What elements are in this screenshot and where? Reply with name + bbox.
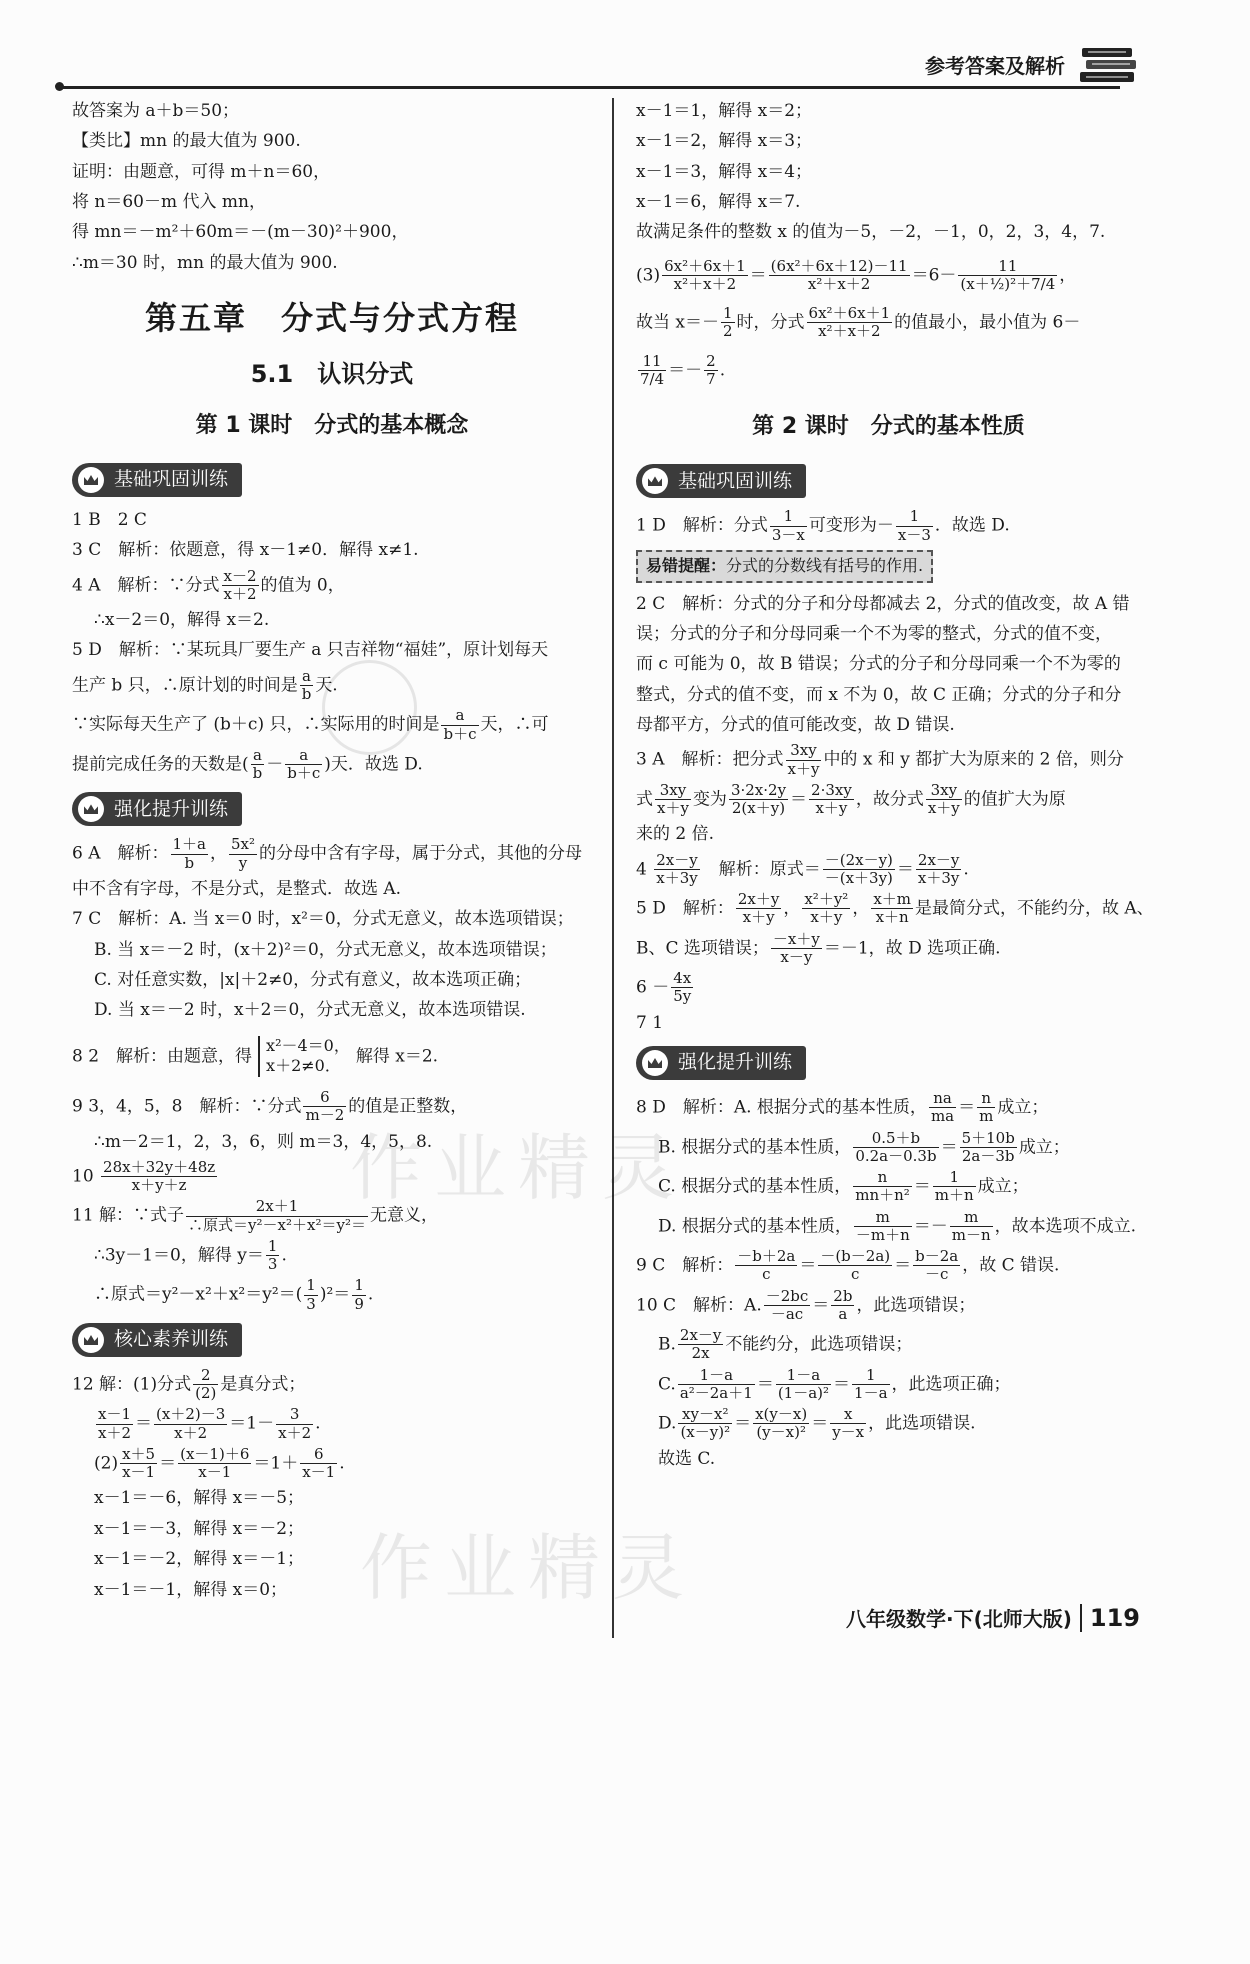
answer-line: ∵实际每天生产了 (b＋c) 只，∴实际用的时间是 $\frac{a}{b+c}$ 天，∴可 xyxy=(72,706,549,743)
watermark-text: 作业精灵 xyxy=(350,1126,687,1210)
answer-line: 10 C 解析：A. $\frac{-2bc}{-ac}$ ＝ $\frac{2b}{a}$ ，此选项错误； xyxy=(636,1286,976,1323)
error-tip-box: 易错提醒：分式的分数线有括号的作用. xyxy=(636,550,933,583)
answer-line: D. 当 x＝－2 时，x＋2＝0，分式无意义，故本选项错误. xyxy=(94,1000,526,1021)
answer-line: (2) $\frac{x+5}{x-1}$ ＝ $\frac{(x-1)+6}{x-1}$ ＝1＋ $\frac{6}{x-1}$ . xyxy=(94,1444,345,1482)
answer-line: 误；分式的分子和分母同乘一个不为零的整式，分式的值不变， xyxy=(636,623,1112,644)
stamp-mark xyxy=(322,660,417,755)
answer-line: 式 $\frac{3xy}{x+y}$ 变为 $\frac{3\cdot 2x\cdot 2y}{2(x+y)}$ ＝ $\frac{2\cdot 3xy}{x+y}$ ，故分式 $\frac{3xy}{x+y}$ 的值扩大为原 xyxy=(636,780,1066,818)
fraction: $\frac{-(2x-y)}{-(x+3y)}$ xyxy=(824,850,893,887)
section-badge-basic: 基础巩固训练 xyxy=(72,463,242,497)
answer-line: x－1＝6，解得 x＝7. xyxy=(636,192,801,213)
fraction: $\frac{a}{b+c}$ xyxy=(287,745,321,783)
fraction: $\frac{x}{y-x}$ xyxy=(832,1405,865,1442)
fraction: $\frac{0.5+b}{0.2a-0.3b}$ xyxy=(855,1128,937,1165)
crown-icon xyxy=(78,796,104,822)
answer-line: 2 C 解析：分式的分子和分母都减去 2，分式的值改变，故 A 错 xyxy=(636,593,1130,614)
answer-line: 而 c 可能为 0，故 B 错误；分式的分子和分母同乘一个不为零的 xyxy=(636,654,1121,675)
fraction: $\frac{\text{xy－x²}}{\text{(x－y)²}}$ xyxy=(680,1405,731,1442)
text-line: 故答案为 a＋b＝50； xyxy=(72,101,240,121)
answer-line: $\frac{x-1}{x+2}$ ＝ $\frac{(x+2)-3}{x+2}$ ＝1－ $\frac{3}{x+2}$ . xyxy=(98,1405,321,1442)
fraction: $\frac{x+m}{x+n}$ xyxy=(873,890,911,927)
fraction: $\frac{b-2a}{-c}$ xyxy=(915,1247,959,1284)
answer-line: D. 根据分式的基本性质， $\frac{m}{-m+n}$ ＝－ $\frac{m}{m-n}$ ，故本选项不成立. xyxy=(658,1207,1137,1244)
fraction: $\frac{1}{1-a}$ xyxy=(854,1365,888,1402)
answer-line: 提前完成任务的天数是( $\frac{a}{b}$ － $\frac{a}{b+c}$ )天．故选 D. xyxy=(72,745,423,783)
answer-line: 3 A 解析：把分式 $\frac{3xy}{x+y}$ 中的 x 和 y 都扩大为原来的 2 倍，则分 xyxy=(636,741,1124,778)
crown-icon xyxy=(642,468,668,494)
answer-line: 8 2 解析：由题意，得 x²－4＝0， x＋2≠0． 解得 x＝2. xyxy=(72,1035,439,1076)
answer-line: D. $\frac{\text{xy－x²}}{\text{(x－y)²}}$ ＝ $\frac{x(y-x)}{\text{(y－x)²}}$ ＝ $\frac{x}{y-x}$ ，此选项错误. xyxy=(658,1405,976,1442)
answer-line: x－1＝2，解得 x＝3； xyxy=(636,131,813,152)
fraction: $\frac{a}{b}$ xyxy=(301,666,312,704)
answer-line: x－1＝－3，解得 x＝－2； xyxy=(94,1518,305,1539)
answer-line: B. $\frac{2x-y}{2x}$ 不能约分，此选项错误； xyxy=(658,1326,913,1363)
right-column xyxy=(636,98,1154,1476)
fraction: $\frac{5+10b}{2a-3b}$ xyxy=(961,1128,1015,1165)
fraction: $\frac{2x-y}{x+3y}$ xyxy=(917,850,960,887)
answer-line: (3) $\frac{\text{6x²＋6x＋1}}{\text{x²＋x＋2}}$ ＝ $\frac{\text{(6x²＋6x＋12)－11}}{\text{x²＋x＋2}}$ ＝6－ $\frac{11}{\text{(x＋½)²＋7/4}}$ ， xyxy=(636,256,1077,293)
answer-line: 4 A 解析：∵分式 $\frac{x-2}{x+2}$ 的值为 0， xyxy=(72,566,345,603)
answer-line: ∴m－2＝1，2，3，6，则 m＝3，4，5，8. xyxy=(94,1131,433,1152)
fraction: $\frac{3\cdot 2x\cdot 2y}{2(x+y)}$ xyxy=(730,780,787,818)
section-badge-core: 核心素养训练 xyxy=(72,1323,242,1357)
answer-line: 5 D 解析：∵某玩具厂要生产 a 只吉祥物“福娃”，原计划每天 xyxy=(72,640,549,661)
answer-line: 故当 x＝－ $\frac{1}{2}$ 时，分式 $\frac{\text{6x²＋6x＋1}}{\text{x²＋x＋2}}$ 的值最小，最小值为 6－ xyxy=(636,304,1081,341)
answer-line: 11 解：∵式子 $\frac{2x+1}{\text{∴原式＝y²－x²＋x²＝y²＝}}$ 无意义， xyxy=(72,1197,438,1234)
answer-line: 9 3，4，5，8 解析：∵分式 $\frac{6}{m-2}$ 的值是正整数， xyxy=(72,1088,468,1125)
fraction: $\frac{\text{6x²＋6x＋1}}{\text{x²＋x＋2}}$ xyxy=(664,256,746,293)
answer-line: 6 A 解析： $\frac{1+a}{b}$ ， $\frac{\text{5x²}}{y}$ 的分母中含有字母，属于分式，其他的分母 xyxy=(72,835,583,872)
section-title: 5.1 认识分式 xyxy=(250,359,414,388)
answer-line: B. 根据分式的基本性质， $\frac{0.5+b}{0.2a-0.3b}$ ＝ $\frac{5+10b}{2a-3b}$ 成立； xyxy=(658,1128,1070,1165)
answer-line: B. 当 x＝－2 时，(x＋2)²＝0，分式无意义，故本选项错误； xyxy=(94,939,557,960)
fraction: $\frac{2\cdot 3xy}{x+y}$ xyxy=(811,780,852,818)
fraction: $\frac{1}{9}$ xyxy=(354,1276,364,1313)
fraction: $\frac{-x+y}{x-y}$ xyxy=(772,929,820,966)
fraction: $\frac{6}{m-2}$ xyxy=(305,1088,345,1125)
fraction: $\frac{1-a}{\text{(1－a)²}}$ xyxy=(777,1365,830,1402)
text-line: 得 mn＝－m²＋60m＝－(m－30)²＋900， xyxy=(72,222,409,243)
answer-line: 10 $\frac{28x+32y+48z}{x+y+z}$ xyxy=(72,1157,216,1195)
answer-line: 4 $\frac{2x-y}{x+3y}$ 解析：原式＝ $\frac{-(2x-y)}{-(x+3y)}$ ＝ $\frac{2x-y}{x+3y}$ . xyxy=(636,850,969,887)
fraction: $\frac{2x+y}{x+y}$ xyxy=(737,890,780,927)
answer-line: 7 1 xyxy=(636,1012,664,1033)
fraction: $\frac{1}{2}$ xyxy=(723,304,733,341)
answer-line: ∴3y－1＝0，解得 y＝ $\frac{1}{3}$ . xyxy=(94,1236,287,1274)
fraction: $\frac{1}{m+n}$ xyxy=(934,1168,974,1205)
fraction: $\frac{1}{3}$ xyxy=(267,1236,278,1274)
fraction: $\frac{2b}{a}$ xyxy=(833,1286,853,1323)
answer-line: 整式，分式的值不变，而 x 不为 0，故 C 正确；分式的分子和分 xyxy=(636,684,1122,705)
fraction: $\frac{2x-y}{x+3y}$ xyxy=(656,850,698,887)
answer-line: 7 C 解析：A. 当 x＝0 时，x²＝0，分式无意义，故本选项错误； xyxy=(72,909,574,930)
page-header xyxy=(55,44,1140,94)
answer-line: 12 解：(1)分式 $\frac{2}{(2)}$ 是真分式； xyxy=(72,1365,306,1403)
fraction: $\frac{3xy}{x+y}$ xyxy=(787,741,820,778)
fraction: $\frac{x-2}{x+2}$ xyxy=(223,566,257,603)
answer-line: 母都平方，分式的值可能改变，故 D 错误. xyxy=(636,714,955,735)
answer-line: x－1＝－6，解得 x＝－5； xyxy=(94,1488,305,1509)
fraction: $\frac{11}{\text{(x＋½)²＋7/4}}$ xyxy=(960,256,1056,293)
answer-line: 故选 C. xyxy=(658,1448,716,1469)
page-number: 119 xyxy=(1080,1604,1140,1632)
section-badge-basic: 基础巩固训练 xyxy=(636,464,806,498)
answer-line: 故满足条件的整数 x 的值为－5，－2，－1，0，2，3，4，7. xyxy=(636,222,1106,243)
answer-line: B、C 选项错误； $\frac{-x+y}{x-y}$ ＝－1，故 D 选项正确. xyxy=(636,929,1001,966)
fraction: $\frac{2}{(2)}$ xyxy=(195,1365,217,1403)
fraction: $\frac{1}{3}$ xyxy=(306,1276,316,1313)
text-line: 证明：由题意，可得 m＋n＝60， xyxy=(72,161,331,182)
fraction: $\frac{x+5}{x-1}$ xyxy=(122,1444,156,1482)
answer-line: 5 D 解析： $\frac{2x+y}{x+y}$ ， $\frac{\text{x²＋y²}}{x+y}$ ， $\frac{x+m}{x+n}$ 是最简分式，不能约分，故 A、 xyxy=(636,890,1154,927)
header-title: 参考答案及解析 xyxy=(925,54,1065,78)
answer-line: 来的 2 倍. xyxy=(636,824,715,845)
answer-line: 8 D 解析：A. 根据分式的基本性质， $\frac{na}{ma}$ ＝ $\frac{n}{m}$ 成立； xyxy=(636,1089,1049,1126)
fraction: $\frac{11}{7/4}$ xyxy=(640,351,665,388)
answer-line: 1 B 2 C xyxy=(72,509,147,530)
answer-line: $\frac{11}{7/4}$ ＝－ $\frac{2}{7}$ . xyxy=(640,351,726,388)
answer-line: 生产 b 只，∴原计划的时间是 $\frac{a}{b}$ 天. xyxy=(72,666,338,704)
lesson-title: 第 1 课时 分式的基本概念 xyxy=(195,412,469,438)
left-column xyxy=(72,98,592,1607)
fraction: $\frac{1+a}{b}$ xyxy=(172,835,206,872)
fraction: $\frac{x-1}{x+2}$ xyxy=(98,1405,132,1442)
fraction: $\frac{-b+2a}{c}$ xyxy=(737,1247,796,1284)
header-rule xyxy=(59,86,1120,89)
fraction: $\frac{(x+2)-3}{x+2}$ xyxy=(156,1405,226,1442)
chapter-title: 第五章 分式与分式方程 xyxy=(144,299,519,338)
fraction: $\frac{1-a}{\text{a²－2a＋1}}$ xyxy=(679,1365,753,1402)
answer-line: 9 C 解析： $\frac{-b+2a}{c}$ ＝ $\frac{-(b-2a)}{c}$ ＝ $\frac{b-2a}{-c}$ ，故 C 错误. xyxy=(636,1247,1060,1284)
answer-line: ∴原式＝y²－x²＋x²＝y²＝( $\frac{1}{3}$ )²＝ $\frac{1}{9}$ . xyxy=(94,1276,374,1313)
fraction: $\frac{-2bc}{-ac}$ xyxy=(765,1286,809,1323)
fraction: $\frac{3xy}{x+y}$ xyxy=(927,780,960,818)
fraction: $\frac{a}{b}$ xyxy=(252,745,263,783)
fraction: $\frac{a}{b+c}$ xyxy=(443,706,477,743)
fraction: $\frac{x(y-x)}{\text{(y－x)²}}$ xyxy=(755,1405,808,1442)
answer-line: x－1＝－2，解得 x＝－1； xyxy=(94,1549,305,1570)
crown-icon xyxy=(78,467,104,493)
watermark-text: 作业精灵 xyxy=(360,1526,697,1610)
answer-line: 3 C 解析：依题意，得 x－1≠0．解得 x≠1. xyxy=(72,540,419,561)
fraction: $\frac{\text{(6x²＋6x＋12)－11}}{\text{x²＋x＋2}}$ xyxy=(770,256,908,293)
fraction: $\frac{2x+1}{\text{∴原式＝y²－x²＋x²＝y²＝}}$ xyxy=(188,1197,366,1234)
lesson-title: 第 2 课时 分式的基本性质 xyxy=(752,414,1025,440)
fraction: $\frac{3xy}{x+y}$ xyxy=(657,780,689,818)
answer-line: C. $\frac{1-a}{\text{a²－2a＋1}}$ ＝ $\frac{1-a}{\text{(1－a)²}}$ ＝ $\frac{1}{1-a}$ ，此选项正确； xyxy=(658,1365,1011,1402)
fraction: $\frac{-(b-2a)}{c}$ xyxy=(820,1247,891,1284)
footer-book-title: 八年级数学·下(北师大版) xyxy=(846,1607,1072,1631)
column-divider xyxy=(612,98,614,1638)
fraction: $\frac{1}{3-x}$ xyxy=(771,507,805,544)
crown-icon xyxy=(78,1327,104,1353)
answer-line: 6 － $\frac{4x}{5y}$ xyxy=(636,969,692,1006)
fraction: $\frac{6}{x-1}$ xyxy=(302,1444,336,1482)
page-footer xyxy=(846,1603,1140,1632)
text-line: 将 n＝60－m 代入 mn， xyxy=(72,192,266,213)
text-line: ∴m＝30 时，mn 的最大值为 900. xyxy=(72,252,338,273)
crown-icon xyxy=(642,1050,668,1076)
fraction: $\frac{(x-1)+6}{x-1}$ xyxy=(180,1444,250,1482)
answer-line: C. 根据分式的基本性质， $\frac{n}{\text{mn＋n²}}$ ＝ $\frac{1}{m+n}$ 成立； xyxy=(658,1168,1029,1205)
fraction: $\frac{28x+32y+48z}{x+y+z}$ xyxy=(103,1157,216,1195)
fraction: $\frac{1}{x-3}$ xyxy=(897,507,931,544)
fraction: $\frac{n}{\text{mn＋n²}}$ xyxy=(855,1168,910,1205)
text-line: 【类比】mn 的最大值为 900. xyxy=(72,131,301,152)
section-badge-strong: 强化提升训练 xyxy=(72,792,242,826)
book-stack-icon xyxy=(1078,44,1140,88)
fraction: $\frac{\text{6x²＋6x＋1}}{\text{x²＋x＋2}}$ xyxy=(808,304,891,341)
answer-line: x－1＝－1，解得 x＝0； xyxy=(94,1579,288,1600)
answer-line: x－1＝3，解得 x＝4； xyxy=(636,161,813,182)
fraction: $\frac{3}{x+2}$ xyxy=(278,1405,312,1442)
answer-line: 1 D 解析：分式 $\frac{1}{3-x}$ 可变形为－ $\frac{1}{x-3}$ ．故选 D. xyxy=(636,507,1010,544)
fraction: $\frac{na}{ma}$ xyxy=(930,1089,955,1126)
fraction: $\frac{m}{m-n}$ xyxy=(951,1207,991,1244)
fraction: $\frac{2x-y}{2x}$ xyxy=(679,1326,722,1363)
answer-line: x－1＝1，解得 x＝2； xyxy=(636,101,813,121)
answer-line: C. 对任意实数，|x|＋2≠0，分式有意义，故本选项正确； xyxy=(94,969,532,990)
fraction: $\frac{2}{7}$ xyxy=(706,351,716,388)
answer-line: 中不含有字母，不是分式，是整式．故选 A. xyxy=(72,878,402,899)
fraction: $\frac{n}{m}$ xyxy=(979,1089,994,1126)
fraction: $\frac{\text{x²＋y²}}{x+y}$ xyxy=(804,890,849,927)
answer-line: ∴x－2＝0，解得 x＝2. xyxy=(94,610,270,631)
section-badge-strong: 强化提升训练 xyxy=(636,1046,806,1080)
fraction: $\frac{\text{5x²}}{y}$ xyxy=(231,835,256,872)
fraction: $\frac{4x}{5y}$ xyxy=(673,969,692,1006)
fraction: $\frac{m}{-m+n}$ xyxy=(855,1207,910,1244)
